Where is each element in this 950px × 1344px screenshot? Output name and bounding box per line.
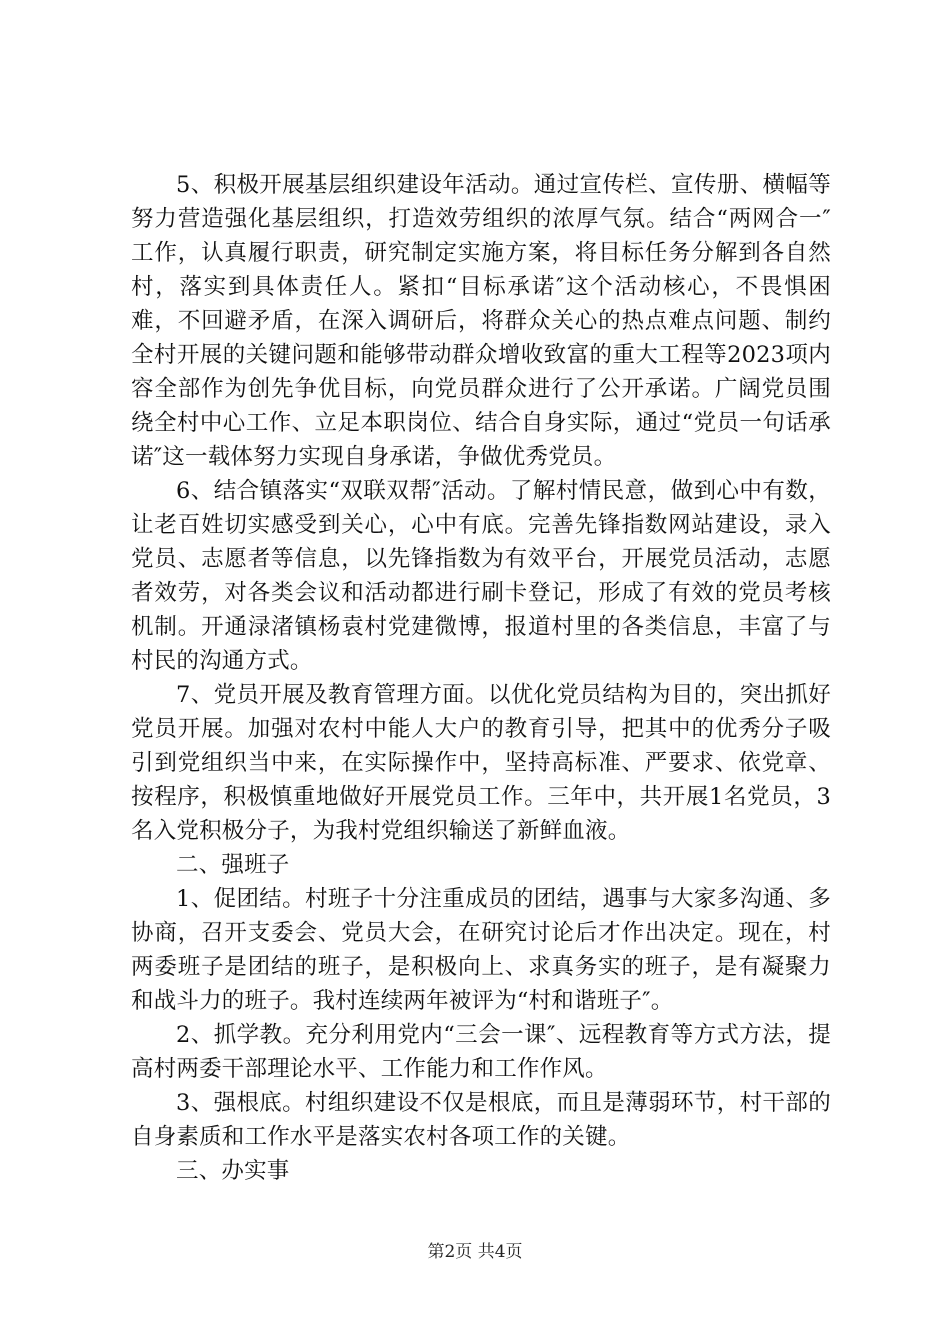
paragraph-foundation: 3、强根底。村组织建设不仅是根底，而且是薄弱环节，村干部的自身素质和工作水平是落实农村各项工作的关键。 — [131, 1090, 831, 1150]
section-heading-strengthen-team: 二、强班子 — [176, 852, 290, 878]
paragraph-item-5: 5、积极开展基层组织建设年活动。通过宣传栏、宣传册、横幅等努力营造强化基层组织，打造效劳组织的浓厚气氛。结合“两网合一″工作，认真履行职责，研究制定实施方案，将目标任务分解到各自然村，落实到具体责任人。紧扣“目标承诺″这个活动核心，不畏惧困难，不回避矛盾，在深入调研后，将群众关心的热点难点问题、制约全村开展的关键问题和能够带动群众增收致富的重大工程等2023项内容全部作为创先争优目标，向党员群众进行了公开承诺。广阔党员围绕全村中心工作、立足本职岗位、结合自身实际，通过“党员一句话承诺″这一载体努力实现自身承诺，争做优秀党员。 — [131, 172, 831, 470]
document-body — [131, 168, 831, 1188]
paragraph-item-6: 6、结合镇落实“双联双帮″活动。了解村情民意，做到心中有数，让老百姓切实感受到关心，心中有底。完善先锋指数网站建设，录入党员、志愿者等信息，以先锋指数为有效平台，开展党员活动，志愿者效劳，对各类会议和活动都进行刷卡登记，形成了有效的党员考核机制。开通渌渚镇杨袁村党建微博，报道村里的各类信息，丰富了与村民的沟通方式。 — [131, 478, 831, 674]
paragraph-unity: 1、促团结。村班子十分注重成员的团结，遇事与大家多沟通、多协商，召开支委会、党员大会，在研究讨论后才作出决定。现在，村两委班子是团结的班子，是积极向上、求真务实的班子，是有凝聚力和战斗力的班子。我村连续两年被评为“村和谐班子″。 — [131, 886, 831, 1014]
paragraph-item-7: 7、党员开展及教育管理方面。以优化党员结构为目的，突出抓好党员开展。加强对农村中能人大户的教育引导，把其中的优秀分子吸引到党组织当中来，在实际操作中，坚持高标准、严要求、依党章、按程序，积极慎重地做好开展党员工作。三年中，共开展1名党员，3名入党积极分子，为我村党组织输送了新鲜血液。 — [131, 682, 831, 844]
paragraph-study: 2、抓学教。充分利用党内“三会一课″、远程教育等方式方法，提高村两委干部理论水平、工作能力和工作作风。 — [131, 1022, 831, 1082]
section-heading-practical-work: 三、办实事 — [176, 1158, 290, 1184]
page-footer: 第2页 共4页 — [427, 1242, 523, 1262]
